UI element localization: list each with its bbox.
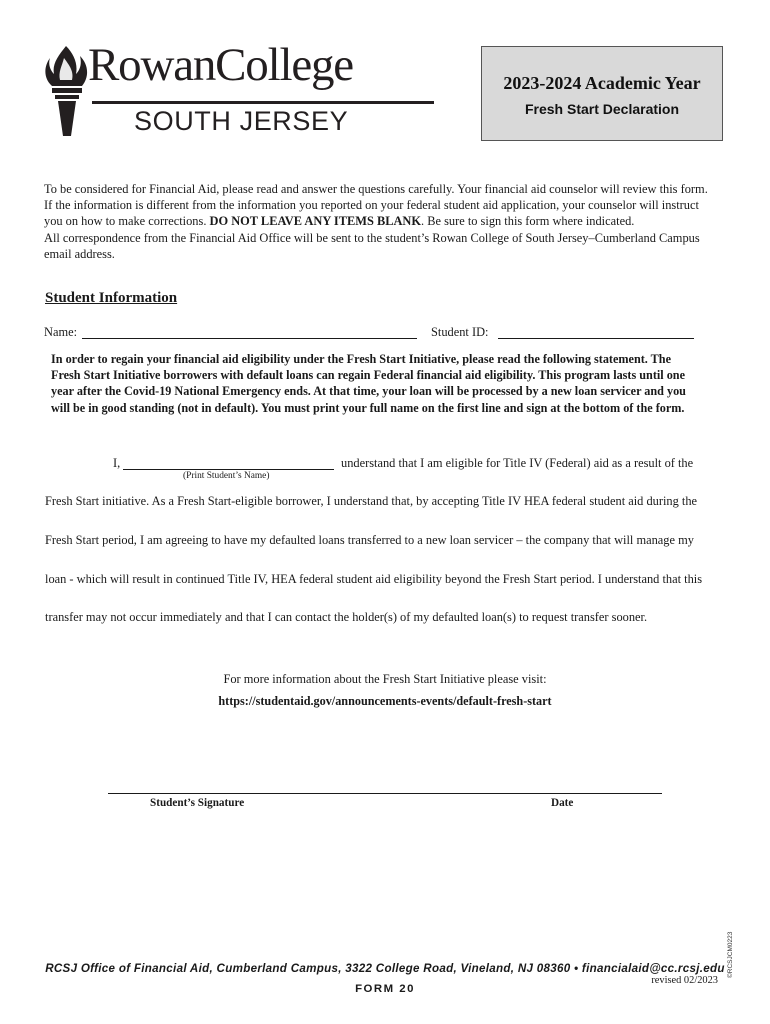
- signature-line[interactable]: [108, 793, 662, 794]
- declaration-line: transfer may not occur immediately and that I can contact the holder(s) of my defaulted loan(s) to request transfer sooner.: [45, 610, 648, 624]
- fresh-start-statement: [51, 351, 717, 416]
- form-code: ©RCSJCM0223: [727, 931, 734, 978]
- logo-name: RowanCollege: [88, 39, 353, 91]
- revised-date: revised 02/2023: [651, 975, 718, 986]
- intro-line: If the information is different from the information you reported on your federal student aid application, your counselor will instruct: [44, 198, 699, 213]
- intro-line-part: . Be sure to sign this form where indicated.: [421, 214, 635, 229]
- date-label: Date: [551, 797, 574, 809]
- footer-address: RCSJ Office of Financial Aid, Cumberland Campus, 3322 College Road, Vineland, NJ 08360 • financialaid@cc.rcsj.edu: [45, 962, 725, 975]
- statement-line: year after the Covid-19 National Emergency ends. At that time, your loan will be processed by a new loan servicer and you: [51, 384, 686, 399]
- name-label: Name:: [44, 325, 78, 339]
- intro-line: To be considered for Financial Aid, please read and answer the questions carefully. Your financial aid counselor will review this form.: [44, 182, 708, 196]
- form-title: Fresh Start Declaration: [524, 101, 680, 117]
- logo-subtitle: SOUTH JERSEY: [134, 106, 349, 136]
- student-id-label: Student ID:: [431, 325, 489, 339]
- declaration-i-label: I,: [113, 456, 121, 470]
- logo-rule: [92, 101, 434, 104]
- more-info-note: For more information about the Fresh Start Initiative please visit:: [223, 672, 547, 686]
- intro-line: All correspondence from the Financial Aid Office will be sent to the student’s Rowan College of South Jersey–Cumberland Campus: [44, 230, 700, 245]
- statement-line: Fresh Start Initiative borrowers with default loans can regain Federal financial aid eligibility. This program lasts until one: [51, 368, 685, 383]
- declaration-line: Fresh Start initiative. As a Fresh Start-eligible borrower, I understand that, by accepting Title IV HEA federal student aid during the: [45, 494, 698, 508]
- print-name-field[interactable]: [123, 455, 334, 470]
- student-id-field[interactable]: [498, 325, 694, 339]
- academic-year: 2023-2024 Academic Year: [503, 73, 701, 93]
- intro-line-part: you on how to make corrections.: [44, 214, 210, 229]
- name-field[interactable]: [82, 325, 417, 339]
- intro-text: [44, 181, 734, 262]
- torch-icon: [44, 44, 90, 136]
- student-information-heading: Student Information: [45, 290, 178, 306]
- declaration-line: understand that I am eligible for Title IV (Federal) aid as a result of the: [341, 456, 694, 470]
- print-name-caption: (Print Student’s Name): [183, 471, 270, 481]
- college-logo: [44, 39, 436, 140]
- statement-line: will be in good standing (not in default). You must print your full name on the first line and sign at the bottom of the form.: [51, 400, 685, 415]
- declaration-line: loan - which will result in continued Title IV, HEA federal student aid eligibility beyond the Fresh Start period. I understand that this: [45, 572, 703, 586]
- declaration-line: Fresh Start period, I am agreeing to have my defaulted loans transferred to a new loan servicer – the company that will manage my: [45, 533, 694, 547]
- header-box: [481, 46, 723, 141]
- statement-line: In order to regain your financial aid eligibility under the Fresh Start Initiative, please read the following statement. The: [51, 352, 671, 366]
- signature-label: Student’s Signature: [150, 797, 245, 809]
- intro-line: email address.: [44, 246, 115, 261]
- fresh-start-url-link[interactable]: https://studentaid.gov/announcements-events/default-fresh-start: [218, 694, 552, 708]
- form-number: FORM 20: [355, 983, 415, 995]
- intro-line: [44, 213, 734, 229]
- do-not-leave-blank-warning: DO NOT LEAVE ANY ITEMS BLANK: [209, 214, 422, 229]
